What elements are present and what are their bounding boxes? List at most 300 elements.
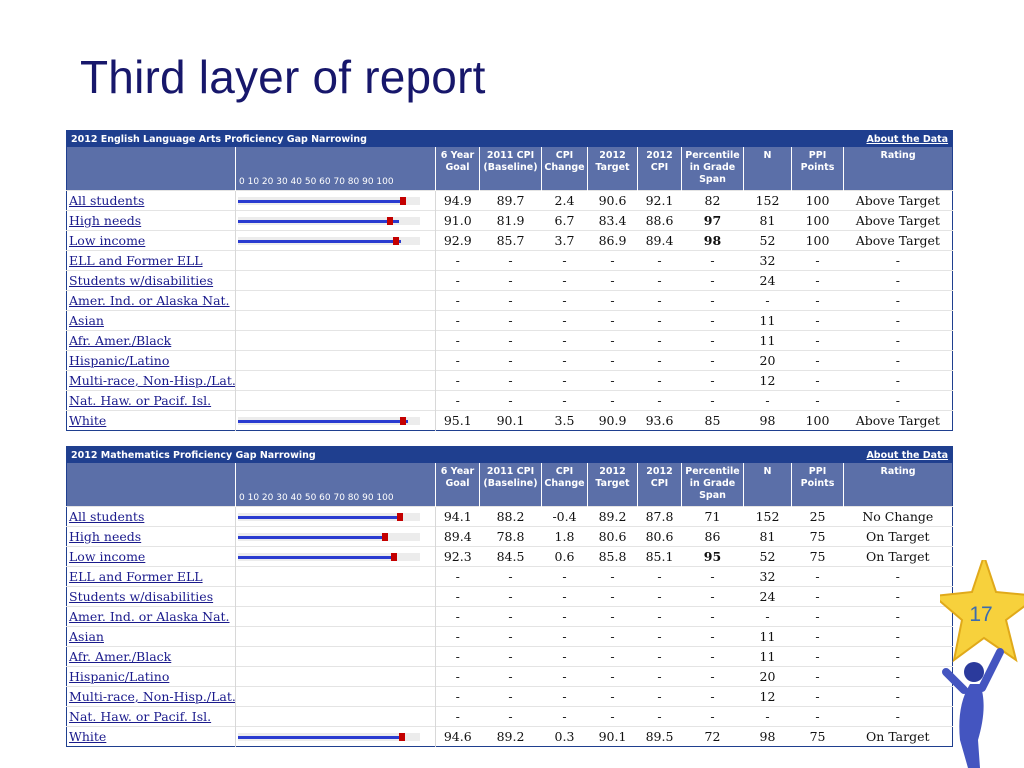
table-cell: 92.3 <box>436 547 480 567</box>
target-marker <box>400 197 406 205</box>
table-cell: - <box>542 627 588 647</box>
table-cell: 88.2 <box>480 507 542 527</box>
table-cell: 87.8 <box>638 507 682 527</box>
cpi-bar-cell <box>236 331 436 351</box>
table-cell: - <box>744 707 792 727</box>
table-cell: - <box>638 251 682 271</box>
table-cell: - <box>682 391 744 411</box>
student-group-link[interactable]: High needs <box>67 527 236 547</box>
table-cell: 3.7 <box>542 231 588 251</box>
table-cell: Above Target <box>844 231 953 251</box>
table-cell: On Target <box>844 527 953 547</box>
table-cell: - <box>844 311 953 331</box>
table-cell: - <box>844 391 953 411</box>
table-row <box>67 271 953 291</box>
table-cell: 98 <box>744 727 792 747</box>
student-group-link[interactable]: Asian <box>67 627 236 647</box>
cpi-bar-track <box>238 217 420 225</box>
table-cell: 95.1 <box>436 411 480 431</box>
table-row <box>67 667 953 687</box>
table-row <box>67 231 953 251</box>
table-cell: - <box>542 707 588 727</box>
cpi-bar-cell <box>236 707 436 727</box>
table-cell: 100 <box>792 211 844 231</box>
cpi-bar-track <box>238 553 420 561</box>
target-marker <box>391 553 397 561</box>
table-cell: - <box>638 331 682 351</box>
student-group-link[interactable]: Low income <box>67 547 236 567</box>
table-cell: - <box>436 311 480 331</box>
table-row <box>67 371 953 391</box>
table-cell: - <box>588 627 638 647</box>
table-cell: 80.6 <box>638 527 682 547</box>
column-header: CPI Change <box>542 463 588 507</box>
table-cell: - <box>588 567 638 587</box>
table-cell: 20 <box>744 351 792 371</box>
table-cell: 20 <box>744 667 792 687</box>
table-cell: - <box>844 331 953 351</box>
student-group-link[interactable]: White <box>67 411 236 431</box>
table-cell: - <box>588 647 638 667</box>
table-cell: 152 <box>744 191 792 211</box>
table-cell: - <box>480 291 542 311</box>
table-cell: 75 <box>792 547 844 567</box>
table-cell: - <box>436 291 480 311</box>
table-cell: - <box>744 607 792 627</box>
table-row <box>67 527 953 547</box>
student-group-link[interactable]: Low income <box>67 231 236 251</box>
table-cell: - <box>682 311 744 331</box>
table-cell: - <box>480 567 542 587</box>
cpi-bar <box>238 240 401 243</box>
cpi-bar-cell <box>236 391 436 411</box>
column-header: N <box>744 463 792 507</box>
table-cell: 52 <box>744 547 792 567</box>
table-cell: 100 <box>792 411 844 431</box>
star-figure-icon <box>940 560 1024 768</box>
table-cell: - <box>792 371 844 391</box>
column-header: 2012 Target <box>588 463 638 507</box>
table-cell: - <box>682 587 744 607</box>
table-cell: - <box>436 371 480 391</box>
table-cell: - <box>682 707 744 727</box>
table-cell: 93.6 <box>638 411 682 431</box>
student-group-link[interactable]: Students w/disabilities <box>67 587 236 607</box>
table-cell: - <box>792 647 844 667</box>
table-cell: - <box>682 331 744 351</box>
table-cell: - <box>792 351 844 371</box>
table-cell: - <box>436 687 480 707</box>
column-header: 6 Year Goal <box>436 147 480 191</box>
column-header: 2011 CPI (Baseline) <box>480 463 542 507</box>
cpi-bar-cell <box>236 291 436 311</box>
page-number: 17 <box>969 603 993 626</box>
table-cell: - <box>638 567 682 587</box>
table-title: 2012 English Language Arts Proficiency Gap Narrowing <box>67 131 844 148</box>
table-cell: - <box>436 567 480 587</box>
table-cell: - <box>480 311 542 331</box>
table-cell: 92.1 <box>638 191 682 211</box>
table-cell: 81.9 <box>480 211 542 231</box>
table-cell: - <box>542 647 588 667</box>
cpi-bar-cell <box>236 587 436 607</box>
table-cell: 11 <box>744 627 792 647</box>
table-row <box>67 507 953 527</box>
table-cell: - <box>682 647 744 667</box>
table-cell: - <box>638 291 682 311</box>
table-cell: 86.9 <box>588 231 638 251</box>
table-cell: - <box>542 687 588 707</box>
table-cell: 0.3 <box>542 727 588 747</box>
cpi-bar-cell <box>236 507 436 527</box>
table-cell: - <box>638 311 682 331</box>
table-row <box>67 291 953 311</box>
student-group-link[interactable]: Nat. Haw. or Pacif. Isl. <box>67 391 236 411</box>
cpi-bar <box>238 536 385 539</box>
cpi-bar-track <box>238 533 420 541</box>
table-cell: - <box>744 291 792 311</box>
cpi-bar <box>238 420 408 423</box>
table-cell: 6.7 <box>542 211 588 231</box>
table-cell: - <box>436 271 480 291</box>
cpi-bar-cell <box>236 371 436 391</box>
table-cell: - <box>682 291 744 311</box>
table-row <box>67 687 953 707</box>
cpi-bar-track <box>238 197 420 205</box>
scale-header: 0 10 20 30 40 50 60 70 80 90 100 <box>236 463 436 507</box>
table-cell: - <box>480 251 542 271</box>
table-cell: - <box>588 607 638 627</box>
cpi-bar-cell <box>236 527 436 547</box>
table-cell: - <box>542 271 588 291</box>
cpi-bar <box>238 736 401 739</box>
table-cell: 85.7 <box>480 231 542 251</box>
column-header-row <box>67 463 953 507</box>
table-cell: 97 <box>682 211 744 231</box>
table-cell: - <box>436 587 480 607</box>
table-cell: - <box>682 251 744 271</box>
column-header: N <box>744 147 792 191</box>
table-row <box>67 707 953 727</box>
table-cell: - <box>436 707 480 727</box>
cpi-bar-cell <box>236 311 436 331</box>
table-cell: - <box>638 271 682 291</box>
table-cell: - <box>792 291 844 311</box>
table-cell: 89.4 <box>436 527 480 547</box>
table-cell: 90.9 <box>588 411 638 431</box>
table-cell: - <box>682 271 744 291</box>
student-group-link[interactable]: Amer. Ind. or Alaska Nat. <box>67 291 236 311</box>
table-cell: - <box>588 707 638 727</box>
table-row <box>67 727 953 747</box>
student-group-link[interactable]: Multi-race, Non-Hisp./Lat. <box>67 687 236 707</box>
table-cell: - <box>542 607 588 627</box>
table-cell: - <box>682 667 744 687</box>
table-cell: - <box>436 627 480 647</box>
table-cell: - <box>542 351 588 371</box>
table-cell: - <box>588 271 638 291</box>
table-cell: - <box>588 391 638 411</box>
table-cell: 94.9 <box>436 191 480 211</box>
table-cell: - <box>844 687 953 707</box>
table-cell: 89.5 <box>638 727 682 747</box>
table-cell: - <box>682 687 744 707</box>
table-cell: - <box>682 567 744 587</box>
table-cell: 86 <box>682 527 744 547</box>
target-marker <box>387 217 393 225</box>
table-row <box>67 607 953 627</box>
table-row <box>67 251 953 271</box>
cpi-bar-cell <box>236 567 436 587</box>
student-group-link[interactable]: ELL and Former ELL <box>67 251 236 271</box>
table-cell: 98 <box>682 231 744 251</box>
table-cell: - <box>480 707 542 727</box>
table-cell: 81 <box>744 211 792 231</box>
column-header: 2012 CPI <box>638 147 682 191</box>
column-header: PPI Points <box>792 147 844 191</box>
column-header: 6 Year Goal <box>436 463 480 507</box>
about-the-data-link[interactable]: About the Data <box>844 131 953 148</box>
table-row <box>67 567 953 587</box>
table-cell: - <box>480 667 542 687</box>
cpi-bar-cell <box>236 351 436 371</box>
table-row <box>67 547 953 567</box>
cpi-bar-cell <box>236 687 436 707</box>
table-cell: - <box>844 271 953 291</box>
table-cell: 89.2 <box>480 727 542 747</box>
table-cell: No Change <box>844 507 953 527</box>
table-cell: 25 <box>792 507 844 527</box>
table-cell: 100 <box>792 191 844 211</box>
table-row <box>67 311 953 331</box>
table-cell: - <box>682 607 744 627</box>
table-cell: - <box>844 707 953 727</box>
table-cell: 90.6 <box>588 191 638 211</box>
table-cell: - <box>844 371 953 391</box>
cpi-bar-cell <box>236 627 436 647</box>
table-cell: - <box>542 311 588 331</box>
table-row <box>67 587 953 607</box>
table-cell: 91.0 <box>436 211 480 231</box>
table-cell: - <box>542 667 588 687</box>
student-group-link[interactable]: All students <box>67 191 236 211</box>
table-cell: - <box>638 351 682 371</box>
table-cell: - <box>436 251 480 271</box>
table-cell: 24 <box>744 271 792 291</box>
table-cell: - <box>436 647 480 667</box>
student-group-link[interactable]: High needs <box>67 211 236 231</box>
cpi-bar-cell <box>236 727 436 747</box>
table-cell: - <box>588 687 638 707</box>
table-cell: 84.5 <box>480 547 542 567</box>
table-cell: - <box>542 391 588 411</box>
student-group-link[interactable]: All students <box>67 507 236 527</box>
table-cell: - <box>844 647 953 667</box>
table-row <box>67 331 953 351</box>
table-cell: - <box>638 587 682 607</box>
student-group-link[interactable]: Nat. Haw. or Pacif. Isl. <box>67 707 236 727</box>
table-cell: 2.4 <box>542 191 588 211</box>
student-group-link[interactable]: ELL and Former ELL <box>67 567 236 587</box>
table-cell: - <box>844 607 953 627</box>
cpi-bar-cell <box>236 667 436 687</box>
column-header: Rating <box>844 147 953 191</box>
cpi-bar-track <box>238 513 420 521</box>
student-group-link[interactable]: Amer. Ind. or Alaska Nat. <box>67 607 236 627</box>
column-header: Rating <box>844 463 953 507</box>
table-cell: - <box>436 607 480 627</box>
table-cell: - <box>542 331 588 351</box>
cpi-bar-track <box>238 417 420 425</box>
about-the-data-link[interactable]: About the Data <box>844 447 953 464</box>
cpi-bar-track <box>238 733 420 741</box>
target-marker <box>399 733 405 741</box>
group-header <box>67 147 236 191</box>
group-header <box>67 463 236 507</box>
student-group-link[interactable]: Afr. Amer./Black <box>67 647 236 667</box>
slide-title: Third layer of report <box>80 51 486 103</box>
table-cell: - <box>638 607 682 627</box>
table-row <box>67 627 953 647</box>
table-cell: 83.4 <box>588 211 638 231</box>
table-cell: - <box>542 291 588 311</box>
table-cell: - <box>588 251 638 271</box>
table-cell: 11 <box>744 647 792 667</box>
table-cell: 89.4 <box>638 231 682 251</box>
table-cell: - <box>588 331 638 351</box>
table-row <box>67 391 953 411</box>
table-cell: On Target <box>844 727 953 747</box>
target-marker <box>382 533 388 541</box>
table-cell: 72 <box>682 727 744 747</box>
table-cell: - <box>480 647 542 667</box>
table-cell: - <box>792 607 844 627</box>
table-cell: - <box>792 391 844 411</box>
cpi-bar <box>238 516 398 519</box>
table-cell: 90.1 <box>480 411 542 431</box>
table-cell: Above Target <box>844 411 953 431</box>
table-cell: - <box>542 371 588 391</box>
table-cell: - <box>792 567 844 587</box>
table-cell: - <box>588 371 638 391</box>
table-cell: - <box>436 667 480 687</box>
table-cell: 78.8 <box>480 527 542 547</box>
table-cell: - <box>638 667 682 687</box>
table-cell: 95 <box>682 547 744 567</box>
table-cell: - <box>588 291 638 311</box>
target-marker <box>397 513 403 521</box>
table-cell: 12 <box>744 687 792 707</box>
table-title-row <box>67 131 953 148</box>
table-title: 2012 Mathematics Proficiency Gap Narrowing <box>67 447 844 464</box>
table-cell: 89.7 <box>480 191 542 211</box>
column-header: Percentile in Grade Span <box>682 463 744 507</box>
column-header-row <box>67 147 953 191</box>
table-cell: - <box>792 271 844 291</box>
math-report-table <box>66 446 953 747</box>
cpi-bar-cell <box>236 251 436 271</box>
table-cell: 88.6 <box>638 211 682 231</box>
table-cell: 11 <box>744 311 792 331</box>
cpi-bar <box>238 556 393 559</box>
ela-report-table <box>66 130 953 431</box>
table-cell: - <box>638 707 682 727</box>
table-cell: 98 <box>744 411 792 431</box>
table-row <box>67 191 953 211</box>
cpi-bar-cell <box>236 607 436 627</box>
table-cell: 82 <box>682 191 744 211</box>
table-cell: 152 <box>744 507 792 527</box>
table-cell: - <box>792 331 844 351</box>
student-group-link[interactable]: White <box>67 727 236 747</box>
table-cell: On Target <box>844 547 953 567</box>
cpi-bar-cell <box>236 547 436 567</box>
table-cell: - <box>844 627 953 647</box>
table-cell: - <box>844 291 953 311</box>
table-cell: Above Target <box>844 191 953 211</box>
student-group-link[interactable]: Multi-race, Non-Hisp./Lat. <box>67 371 236 391</box>
cpi-bar-track <box>238 237 420 245</box>
column-header: PPI Points <box>792 463 844 507</box>
table-cell: - <box>436 351 480 371</box>
table-cell: - <box>480 331 542 351</box>
table-cell: - <box>638 627 682 647</box>
table-cell: - <box>542 251 588 271</box>
table-cell: - <box>480 391 542 411</box>
table-cell: 75 <box>792 527 844 547</box>
cpi-bar-cell <box>236 191 436 211</box>
student-group-link[interactable]: Afr. Amer./Black <box>67 331 236 351</box>
table-cell: - <box>480 271 542 291</box>
table-cell: - <box>844 567 953 587</box>
table-cell: 89.2 <box>588 507 638 527</box>
table-cell: 75 <box>792 727 844 747</box>
table-row <box>67 351 953 371</box>
table-cell: - <box>792 587 844 607</box>
cpi-bar-cell <box>236 647 436 667</box>
table-cell: - <box>480 607 542 627</box>
table-cell: - <box>638 647 682 667</box>
cpi-bar-cell <box>236 271 436 291</box>
table-cell: 32 <box>744 251 792 271</box>
table-cell: 1.8 <box>542 527 588 547</box>
table-cell: 94.1 <box>436 507 480 527</box>
scale-header: 0 10 20 30 40 50 60 70 80 90 100 <box>236 147 436 191</box>
table-cell: 80.6 <box>588 527 638 547</box>
student-group-link[interactable]: Asian <box>67 311 236 331</box>
table-cell: 85 <box>682 411 744 431</box>
table-cell: - <box>744 391 792 411</box>
table-row <box>67 647 953 667</box>
table-cell: 85.1 <box>638 547 682 567</box>
student-group-link[interactable]: Hispanic/Latino <box>67 667 236 687</box>
table-cell: - <box>682 627 744 647</box>
column-header: Percentile in Grade Span <box>682 147 744 191</box>
table-cell: - <box>480 587 542 607</box>
student-group-link[interactable]: Students w/disabilities <box>67 271 236 291</box>
table-cell: 94.6 <box>436 727 480 747</box>
target-marker <box>400 417 406 425</box>
table-cell: 92.9 <box>436 231 480 251</box>
table-cell: - <box>792 311 844 331</box>
table-cell: 81 <box>744 527 792 547</box>
table-cell: - <box>480 687 542 707</box>
student-group-link[interactable]: Hispanic/Latino <box>67 351 236 371</box>
cpi-bar-cell <box>236 231 436 251</box>
column-header: 2012 Target <box>588 147 638 191</box>
table-cell: - <box>588 351 638 371</box>
table-cell: - <box>638 371 682 391</box>
